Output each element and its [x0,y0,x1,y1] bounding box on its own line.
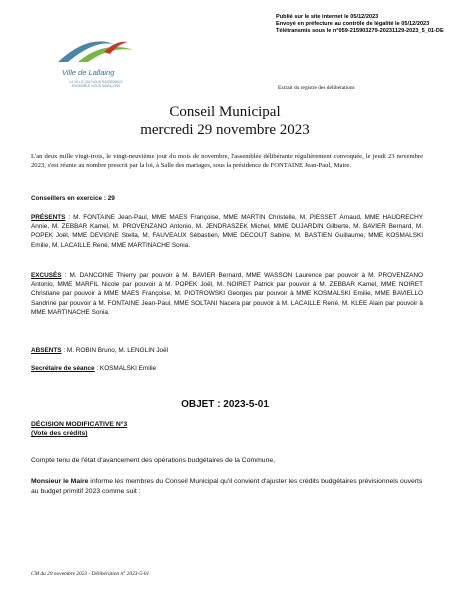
secretaire-label: Secrétaire de séance [31,365,95,372]
stamp-line-published: Publié sur le site internet le 05/12/2023 [276,14,379,20]
intro-paragraph: L'an deux mille vingt-trois, le vingt-neuvième jour du mois de novembre, l'assemblée délibérante régulièrement convoquée, le jeudi 23 novembre 2023, s'est réunie au nombre prescrit par la loi, à Salle des mariages, sous la présidence de FONTAINE Jean-Paul, Maire. [31,153,423,169]
secretaire-section [31,364,156,373]
presents-text: : M. FONTAINE Jean-Paul, MME MAES Françoise, MME MARTIN Christelle, M. PIESSET Arnaud, MME HAUDRECHY Annie, M. ZEBBAR Kamel, M. PROVENZANO Antonio, M. JENDRASZEK Michel, MME DUJARDIN Gilberte, M. BAVIER Bernard, M. POPEK Joël, MME DEVIGNE Stella, M. FAUVEAUX Sébastien, MME DECOUT Sabine, M. BASTIEN Guillaume, MME KOSMALSKI Emilie, M. LACAILLE René, MME MARTINACHE Sonia. [31,214,423,249]
city-logo [48,30,148,105]
presents-section [31,213,423,250]
presents-label: PRÉSENTS [31,214,66,221]
objet-heading: OBJET : 2023-5-01 [181,399,269,410]
absents-label: ABSENTS [31,347,62,354]
maire-paragraph [31,477,423,497]
logo-name: Ville de Lallaing [62,68,115,77]
logo-tagline-2: ENSEMBLE NOUS AVANÇONS [71,84,121,89]
absents-section [31,346,168,355]
maire-label: Monsieur le Maire [31,478,89,485]
compte-paragraph: Compte tenu de l'état d'avancement des opérations budgétaires de la Commune, [31,457,276,464]
decision-heading [31,420,127,439]
excuses-label: EXCUSÉS [31,272,62,279]
decision-line-2: (Vote des crédits) [31,430,88,438]
excuses-section [31,271,423,317]
title-line-2: mercredi 29 novembre 2023 [140,122,310,138]
page-title [0,103,450,139]
stamp-line-transmitted: Télétransmis sous le n°059-215903279-20231129-2023_5_01-DE [276,28,444,34]
conseillers-count: Conseillers en exercice : 29 [31,195,115,202]
title-line-1: Conseil Municipal [169,104,281,120]
secretaire-text: : KOSMALSKI Emilie [94,365,157,372]
excuses-text: : M. DANCOINE Thierry par pouvoir à M. BAVIER Bernard, MME WASSON Laurence par pouvoir à M. PROVENZANO Antonio, MME MARFIL Nicole par pouvoir à M. POPEK Joël, M. NOIRET Patrick par pouvoir à M. ZEBBAR Kamel, MME NOIRET Christiane par pouvoir à MME MAES Françoise, M. PIOTROWSKI Georges par pouvoir à MME KOSMALSKI Emilie, MME BAVIELLO Sandrine par pouvoir à M. FONTAINE Jean-Paul, MME SOLTANI Nacera par pouvoir à M. LACAILLE René, M. KLEE Alain par pouvoir à MME MARTINACHE Sonia. [31,272,423,316]
page-footer: CM du 29 novembre 2023 - Délibération n° 2023-5-01 [31,571,150,577]
maire-text: informe les membres du Conseil Municipal qu'il convient d'ajuster les crédits budgétaires prévisionnels ouverts au budget primitif 2023 comme suit : [31,478,423,495]
publication-stamp [276,14,446,35]
roof-logo-icon [48,30,148,70]
extrait-label: Extrait du registre des délibérations [278,85,355,91]
logo-tagline-1: LA VILLE QUI NOUS RASSEMBLE [69,80,123,84]
decision-line-1: DÉCISION MODIFICATIVE N°3 [31,421,128,428]
stamp-line-sent: Envoyé en préfecture au contrôle de légalité le 05/12/2023 [276,21,430,27]
absents-text: : M. ROBIN Bruno, M. LENGLIN Joël [61,347,169,354]
